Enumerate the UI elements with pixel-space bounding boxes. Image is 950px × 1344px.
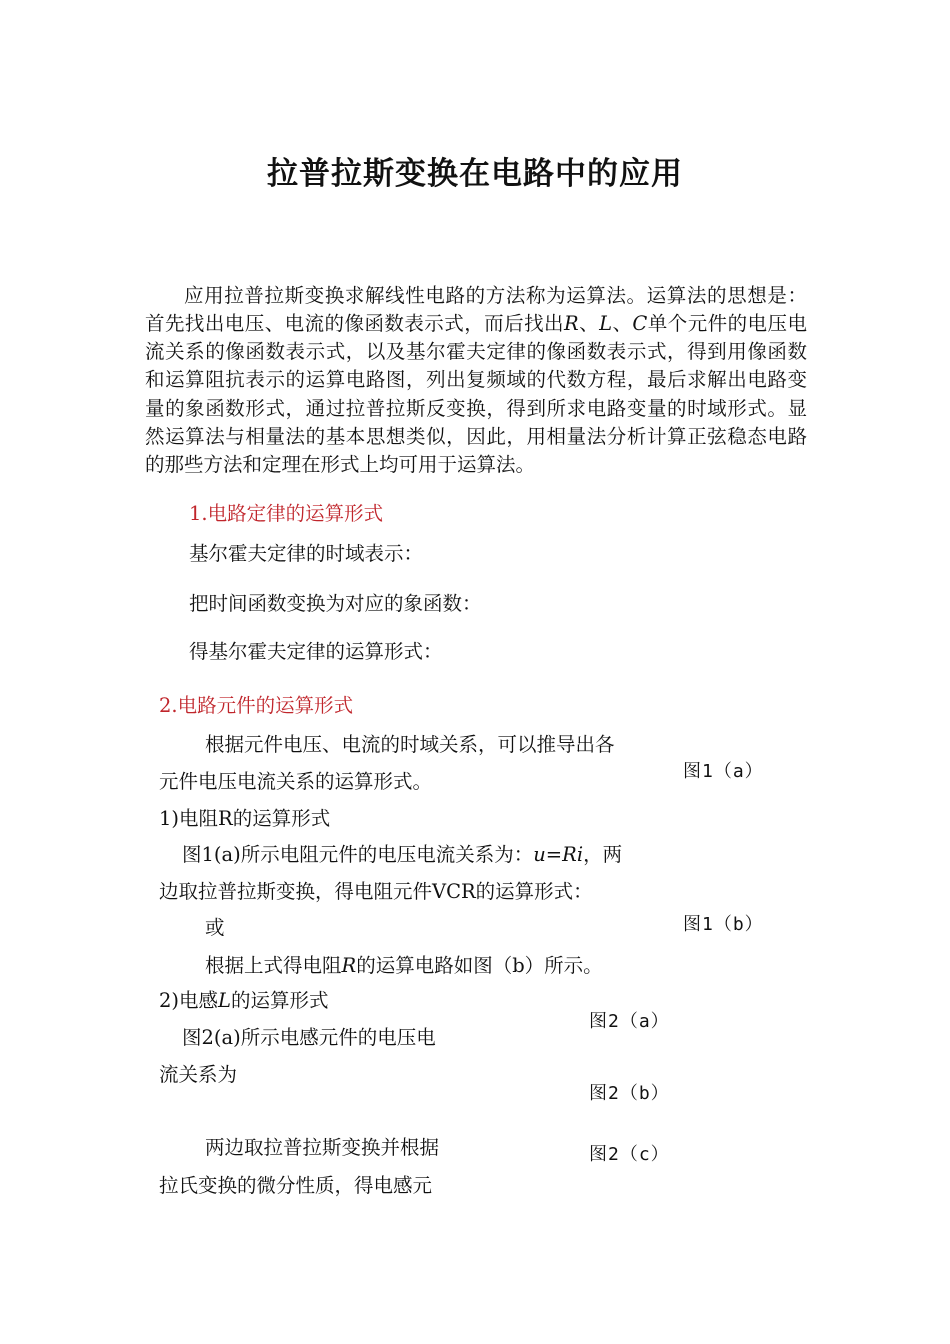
separator: 、	[612, 311, 633, 335]
fig2a-description-line1: 图2(a)所示电感元件的电压电	[182, 1026, 436, 1049]
fig1a-description-line2: 边取拉普拉斯变换，得电阻元件VCR的运算形式：	[159, 880, 593, 903]
intro-text-2: 单个元件的电压电流关系的像函数表示式，以及基尔霍夫定律的像函数表示式，得到用像函数和运算阻抗表示的运算电路图，列出复频域的代数方程，最后求解出电路变量的象函数形式，通过拉普拉斯反变换，得到所求电路变量的时域形式。显然运算法与相量法的基本思想类似，因此，用相量法分析计算正弦稳态电路的那些方法和定理在形式上均可用于运算法。	[145, 311, 807, 477]
kirchhoff-time-domain: 基尔霍夫定律的时域表示：	[189, 542, 424, 565]
fig1a-description-line1	[182, 839, 622, 867]
intro-paragraph	[145, 282, 807, 480]
ohm-law-formula: u=Ri	[533, 843, 584, 866]
symbol-C: C	[632, 311, 648, 335]
resist-text-post: 的运算电路如图（b）所示。	[356, 954, 603, 977]
figure-caption-1b: 图1（b）	[683, 914, 764, 935]
figure-caption-2a: 图2（a）	[589, 1011, 670, 1032]
symbol-L: L	[599, 311, 613, 335]
fig2a-description-line2: 流关系为	[159, 1063, 238, 1086]
laplace-note-line2: 拉氏变换的微分性质，得电感元	[159, 1174, 433, 1197]
symbol-R: R	[341, 954, 357, 977]
section2-para-line1: 根据元件电压、电流的时域关系，可以推导出各	[205, 733, 615, 756]
figure-caption-1a: 图1（a）	[683, 761, 764, 782]
resistor-subheading: 1)电阻R的运算形式	[159, 807, 331, 830]
or-label: 或	[205, 916, 225, 939]
figure-caption-2b: 图2（b）	[589, 1083, 670, 1104]
symbol-R: R	[563, 311, 579, 335]
fig1a-text-post: ，两	[583, 843, 623, 866]
transform-to-image: 把时间函数变换为对应的象函数：	[189, 592, 482, 615]
fig1a-text: 图1(a)所示电阻元件的电压电流关系为：	[182, 843, 534, 866]
page-title: 拉普拉斯变换在电路中的应用	[267, 156, 683, 192]
section1-heading: 1.电路定律的运算形式	[189, 502, 384, 525]
inductor-text: 2)电感	[159, 989, 219, 1012]
inductor-subheading	[159, 985, 328, 1013]
kirchhoff-operational: 得基尔霍夫定律的运算形式：	[189, 640, 443, 663]
section2-para-line2: 元件电压电流关系的运算形式。	[159, 770, 433, 793]
figure-caption-2c: 图2（c）	[589, 1144, 670, 1165]
symbol-L: L	[218, 989, 231, 1012]
resistor-circuit-note	[205, 950, 603, 978]
section2-heading: 2.电路元件的运算形式	[159, 694, 354, 717]
separator: 、	[578, 311, 600, 335]
resist-text: 根据上式得电阻	[205, 954, 342, 977]
laplace-note-line1: 两边取拉普拉斯变换并根据	[205, 1136, 440, 1159]
intro-text-1: 应用拉普拉斯变换求解线性电路的方法称为运算法。运算法的思想是：首先找出电压、电流的像函数表示式，而后找出	[145, 283, 807, 335]
inductor-text-post: 的运算形式	[230, 989, 329, 1012]
